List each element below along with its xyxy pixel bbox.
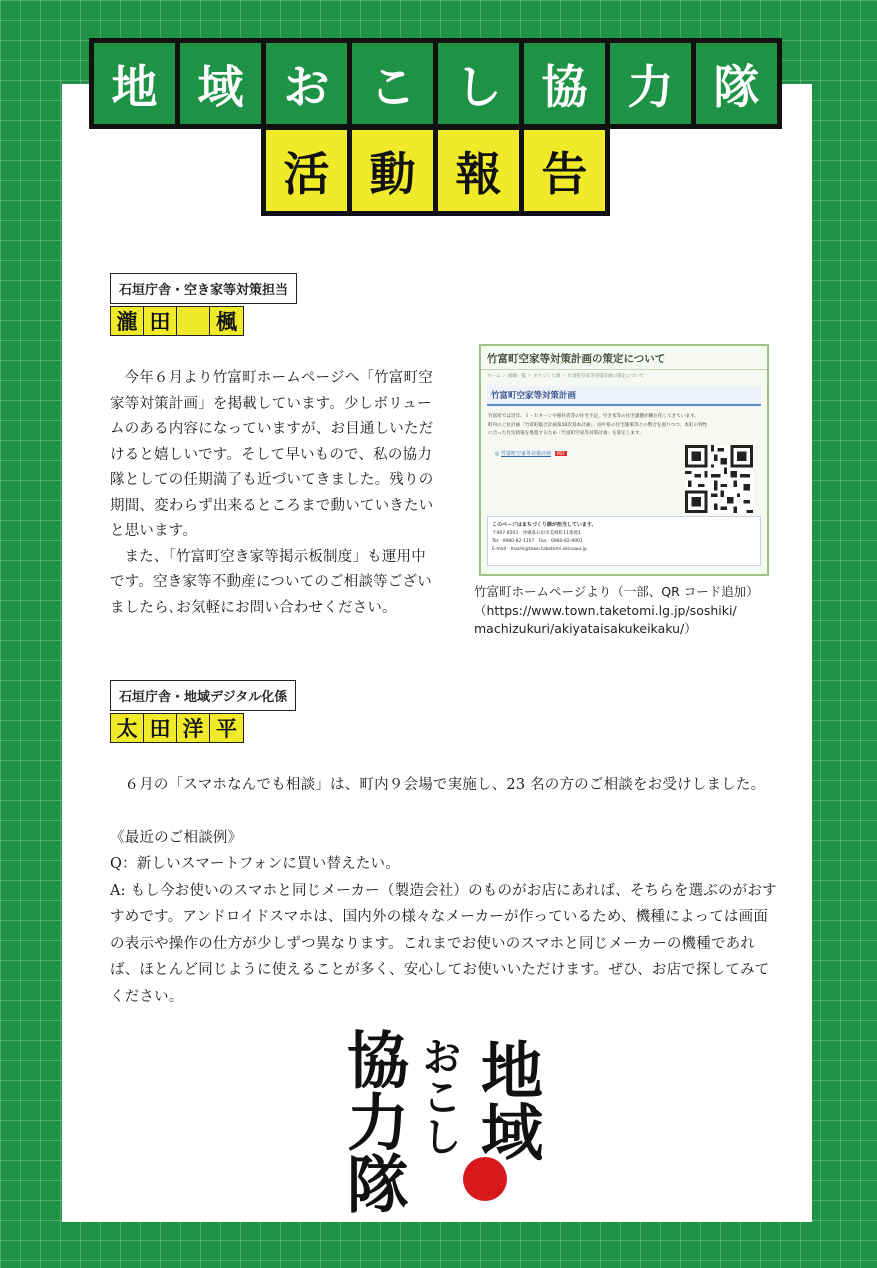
subtitle-char: 告 bbox=[524, 130, 605, 211]
footer-line: E-mail：machi@town.taketomi.okinawa.jp bbox=[492, 547, 587, 552]
question: Q：新しいスマートフォンに買い替えたい。 bbox=[110, 856, 400, 872]
footer-line: このページはまちづくり課が担当しています。 bbox=[492, 522, 597, 528]
name-char: 太 bbox=[111, 714, 144, 742]
homepage-screenshot bbox=[479, 344, 769, 576]
member1-name bbox=[110, 306, 244, 336]
title-char: こ bbox=[352, 43, 433, 124]
logo-text: 協力隊 bbox=[336, 1028, 410, 1214]
plan-link: 竹富町空家等対策計画 bbox=[500, 450, 551, 457]
pdf-icon: PDF bbox=[556, 450, 565, 456]
answer: A: もし今お使いのスマホと同じメーカー（製造会社）のものがお店にあれば、そちらを選ぶのがおすすめです。アンドロイドスマホは、国内外の様々なメーカーが作っているため、機種によっては画面の表示や操作の仕方が少しずつ異なります。これまでお使いのスマホと同じメーカーの機種であれば、ほとんど同じように使えることが多く、安心してお使いいただけます。ぜひ、お店で探してみてください。 bbox=[110, 882, 777, 1005]
caption-line: （https://www.town.taketomi.lg.jp/soshiki/ bbox=[474, 602, 737, 618]
screenshot-line: 町内の上位計画「竹富町総合計画第10次基本計画」、国や県の住宅施策等との整合を図りつつ、本町の特性 bbox=[488, 422, 708, 428]
caption-line: 竹富町ホームページより（一部、QR コード追加） bbox=[474, 584, 759, 599]
paragraph: 今年６月より竹富町ホームページへ「竹富町空家等対策計画」を掲載しています。少しボリュームのある内容になっていますが、お目通しいただけると嬉しいです。そして早いもので、私の協力隊としての任期満了も近づいてきました。残りの期間、変わらず出来るところまで動いていきたいと思います。 bbox=[110, 370, 434, 539]
title-char: 協 bbox=[524, 43, 605, 124]
example-heading: 《最近のご相談例》 bbox=[110, 829, 243, 846]
member1-body bbox=[110, 366, 438, 621]
title-char: 隊 bbox=[696, 43, 777, 124]
name-char bbox=[177, 307, 210, 335]
intro-paragraph: ６月の「スマホなんでも相談」は、町内９会場で実施し、23 名の方のご相談をお受けしました。 bbox=[124, 777, 766, 793]
member2-body bbox=[110, 772, 782, 1010]
footer-line: Tel：0980-82-1107 Fax：0980-82-9901 bbox=[492, 539, 583, 544]
title-char: 力 bbox=[610, 43, 691, 124]
footer-line: 〒907-8503 沖縄県石垣市美崎町11番地1 bbox=[492, 531, 581, 536]
logo-text: 地域 bbox=[470, 1038, 544, 1162]
screenshot-subheading: 竹富町空家等対策計画 bbox=[487, 386, 761, 406]
subtitle-char: 報 bbox=[438, 130, 519, 211]
name-char: 洋 bbox=[177, 714, 210, 742]
calligraphy-logo bbox=[335, 1018, 555, 1248]
subtitle-char: 活 bbox=[266, 130, 347, 211]
screenshot-caption bbox=[474, 583, 794, 639]
title-sub bbox=[261, 125, 610, 216]
logo-text: おこし bbox=[415, 1036, 463, 1156]
paragraph: また、「竹富町空き家等掲示板制度」も運用中です。空き家等不動産についてのご相談等ございましたら､お気軽にお問い合わせください。 bbox=[110, 548, 432, 616]
title-char: し bbox=[438, 43, 519, 124]
title-char: 域 bbox=[180, 43, 261, 124]
title-char: お bbox=[266, 43, 347, 124]
subtitle-char: 動 bbox=[352, 130, 433, 211]
name-char: 田 bbox=[144, 714, 177, 742]
screenshot-line: に合った住宅政策を推進するため「竹富町空家等対策計画」を策定します。 bbox=[488, 431, 644, 436]
member1-dept: 石垣庁舎・空き家等対策担当 bbox=[110, 273, 297, 304]
name-char: 瀧 bbox=[111, 307, 144, 335]
title-char: 地 bbox=[94, 43, 175, 124]
name-char: 田 bbox=[144, 307, 177, 335]
screenshot-link: ◎ 竹富町空家等対策計画 PDF bbox=[495, 450, 565, 457]
caption-line: machizukuri/akiyataisakukeikaku/） bbox=[474, 621, 697, 636]
screenshot-header: 竹富町空家等対策計画の策定について bbox=[481, 346, 767, 370]
name-char: 平 bbox=[216, 717, 237, 741]
name-char: 楓 bbox=[216, 310, 237, 334]
screenshot-body bbox=[481, 410, 767, 442]
member2-name bbox=[110, 713, 244, 743]
qr-code-icon bbox=[685, 445, 753, 517]
screenshot-line: 竹富町では近年、Ｉ・Ｕターンや移住者等の住宅不足、空き家等の住宅課題が顕在化してきています。 bbox=[488, 414, 699, 419]
member2-dept: 石垣庁舎・地域デジタル化係 bbox=[110, 680, 296, 711]
title-main bbox=[89, 38, 782, 129]
screenshot-footer bbox=[487, 516, 761, 566]
screenshot-breadcrumb: ホーム ＞ 組織一覧 ＞ まちづくり課 ＞ 竹富町空家等対策計画の策定について bbox=[487, 374, 644, 379]
